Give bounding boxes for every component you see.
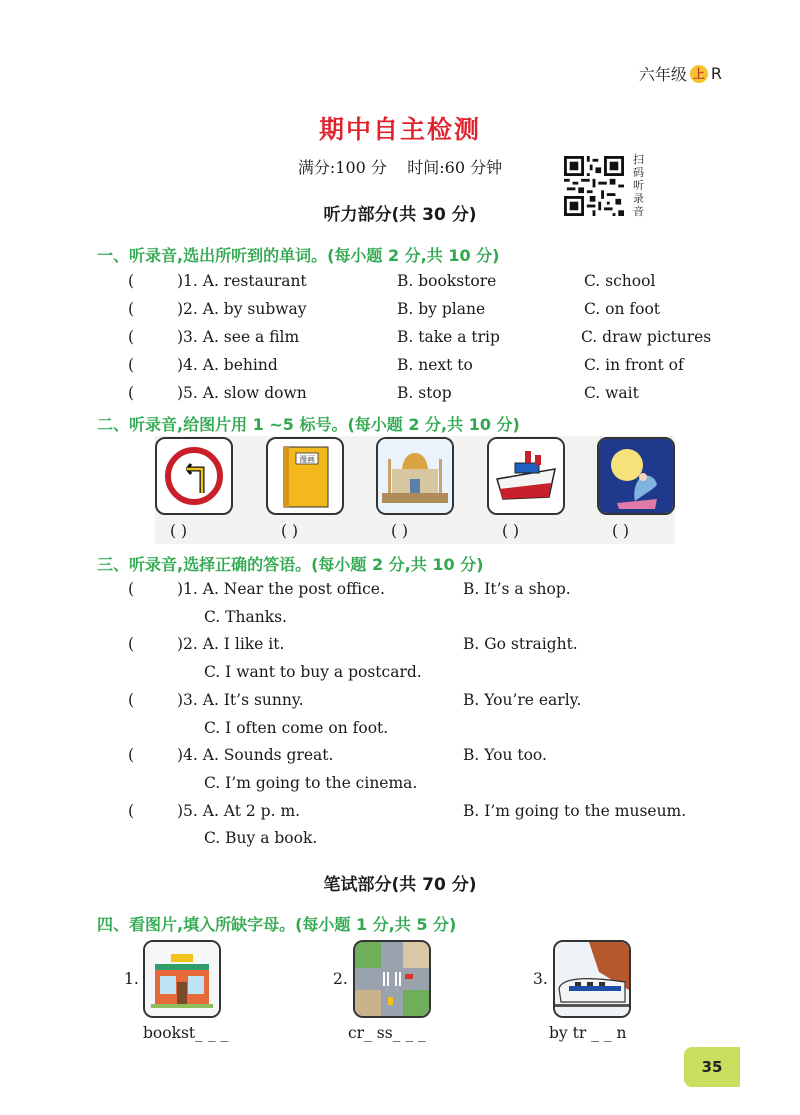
section-3-heading: 三、听录音,选择正确的答语。(每小题 2 分,共 10 分) xyxy=(97,555,484,574)
page-title: 期中自主检测 xyxy=(318,115,481,144)
s1-q2-option-c: C. on foot xyxy=(584,300,661,318)
s3-q2-option-c: C. I want to buy a postcard. xyxy=(204,663,422,681)
grade-text: 六年级 xyxy=(638,65,687,84)
s4-q3-number: 3. xyxy=(533,970,548,988)
s1-q2-option-a: )2. A. by subway xyxy=(177,300,307,318)
festival-picture xyxy=(597,437,675,515)
s1-q2-paren[interactable]: ( xyxy=(128,300,135,318)
listening-section-title: 听力部分(共 30 分) xyxy=(323,205,477,225)
page-number: 35 xyxy=(684,1047,740,1087)
bookstore-picture xyxy=(143,940,221,1018)
s3-q1-option-c: C. Thanks. xyxy=(204,608,287,626)
qr-caption: 扫 码 听 录 音 xyxy=(633,153,644,218)
s3-q4-option-b: B. You too. xyxy=(463,746,547,764)
s3-q4-option-c: C. I’m going to the cinema. xyxy=(204,774,418,792)
s1-q3-option-c: C. draw pictures xyxy=(581,328,712,346)
s3-q1-option-a: )1. A. Near the post office. xyxy=(177,580,385,598)
s3-q5-option-c: C. Buy a book. xyxy=(204,829,318,847)
s3-q2-option-a: )2. A. I like it. xyxy=(177,635,285,653)
s3-q3-option-a: )3. A. It’s sunny. xyxy=(177,691,304,709)
time-limit: 时间:60 分钟 xyxy=(407,158,503,177)
s1-q3-option-b: B. take a trip xyxy=(397,328,500,346)
s3-q1-option-b: B. It’s a shop. xyxy=(463,580,571,598)
pic5-answer-paren[interactable]: ( ) xyxy=(612,522,630,540)
s3-q5-paren[interactable]: ( xyxy=(128,802,135,820)
s3-q5-option-a: )5. A. At 2 p. m. xyxy=(177,802,301,820)
grade-label xyxy=(639,62,722,85)
ship-icon xyxy=(489,439,563,513)
section-4-heading: 四、看图片,填入所缺字母。(每小题 1 分,共 5 分) xyxy=(97,915,457,934)
s1-q4-option-b: B. next to xyxy=(397,356,473,374)
train-picture xyxy=(553,940,631,1018)
s3-q4-paren[interactable]: ( xyxy=(128,746,135,764)
train-icon xyxy=(555,942,629,1016)
grade-edition: R xyxy=(710,64,722,83)
writing-section-title: 笔试部分(共 70 分) xyxy=(323,875,477,895)
grade-term-badge: 上 xyxy=(690,65,708,83)
comic-book-picture xyxy=(266,437,344,515)
pic3-answer-paren[interactable]: ( ) xyxy=(391,522,409,540)
moon-festival-icon xyxy=(599,439,673,513)
exam-meta xyxy=(0,155,800,178)
comic-book-icon xyxy=(268,439,342,513)
s1-q1-option-c: C. school xyxy=(584,272,656,290)
s1-q5-option-b: B. stop xyxy=(397,384,452,402)
s1-q5-option-c: C. wait xyxy=(584,384,639,402)
s1-q4-paren[interactable]: ( xyxy=(128,356,135,374)
s4-q1-number: 1. xyxy=(124,970,139,988)
s1-q3-option-a: )3. A. see a film xyxy=(177,328,300,346)
section-1-heading: 一、听录音,选出所听到的单词。(每小题 2 分,共 10 分) xyxy=(97,246,500,265)
s1-q1-option-a: )1. A. restaurant xyxy=(177,272,307,290)
museum-building-icon xyxy=(378,439,452,513)
s1-q5-option-a: )5. A. slow down xyxy=(177,384,307,402)
s3-q3-option-c: C. I often come on foot. xyxy=(204,719,389,737)
crossroads-icon xyxy=(355,942,429,1016)
book-cover-text: 漫画 xyxy=(299,455,315,464)
s3-q4-option-a: )4. A. Sounds great. xyxy=(177,746,334,764)
s4-q3-answer[interactable]: by tr _ _ n xyxy=(549,1024,627,1042)
s1-q2-option-b: B. by plane xyxy=(397,300,486,318)
bookstore-icon xyxy=(145,942,219,1016)
s1-q5-paren[interactable]: ( xyxy=(128,384,135,402)
s3-q1-paren[interactable]: ( xyxy=(128,580,135,598)
ship-picture xyxy=(487,437,565,515)
s1-q1-paren[interactable]: ( xyxy=(128,272,135,290)
crossroads-picture xyxy=(353,940,431,1018)
s1-q1-option-b: B. bookstore xyxy=(397,272,497,290)
s3-q3-paren[interactable]: ( xyxy=(128,691,135,709)
museum-picture xyxy=(376,437,454,515)
s3-q2-paren[interactable]: ( xyxy=(128,635,135,653)
pic4-answer-paren[interactable]: ( ) xyxy=(502,522,520,540)
s4-q2-number: 2. xyxy=(333,970,348,988)
pic1-answer-paren[interactable]: ( ) xyxy=(170,522,188,540)
s4-q1-answer[interactable]: bookst_ _ _ xyxy=(143,1024,229,1042)
s1-q4-option-a: )4. A. behind xyxy=(177,356,278,374)
s1-q3-paren[interactable]: ( xyxy=(128,328,135,346)
s3-q2-option-b: B. Go straight. xyxy=(463,635,578,653)
s3-q5-option-b: B. I’m going to the museum. xyxy=(463,802,687,820)
s1-q4-option-c: C. in front of xyxy=(584,356,684,374)
turn-left-sign-icon xyxy=(157,439,231,513)
s4-q2-answer[interactable]: cr_ ss_ _ _ xyxy=(348,1024,426,1042)
full-score: 满分:100 分 xyxy=(297,158,387,177)
turn-left-sign-picture xyxy=(155,437,233,515)
section-2-heading: 二、听录音,给图片用 1 ~5 标号。(每小题 2 分,共 10 分) xyxy=(97,415,520,434)
pic2-answer-paren[interactable]: ( ) xyxy=(281,522,299,540)
s3-q3-option-b: B. You’re early. xyxy=(463,691,582,709)
